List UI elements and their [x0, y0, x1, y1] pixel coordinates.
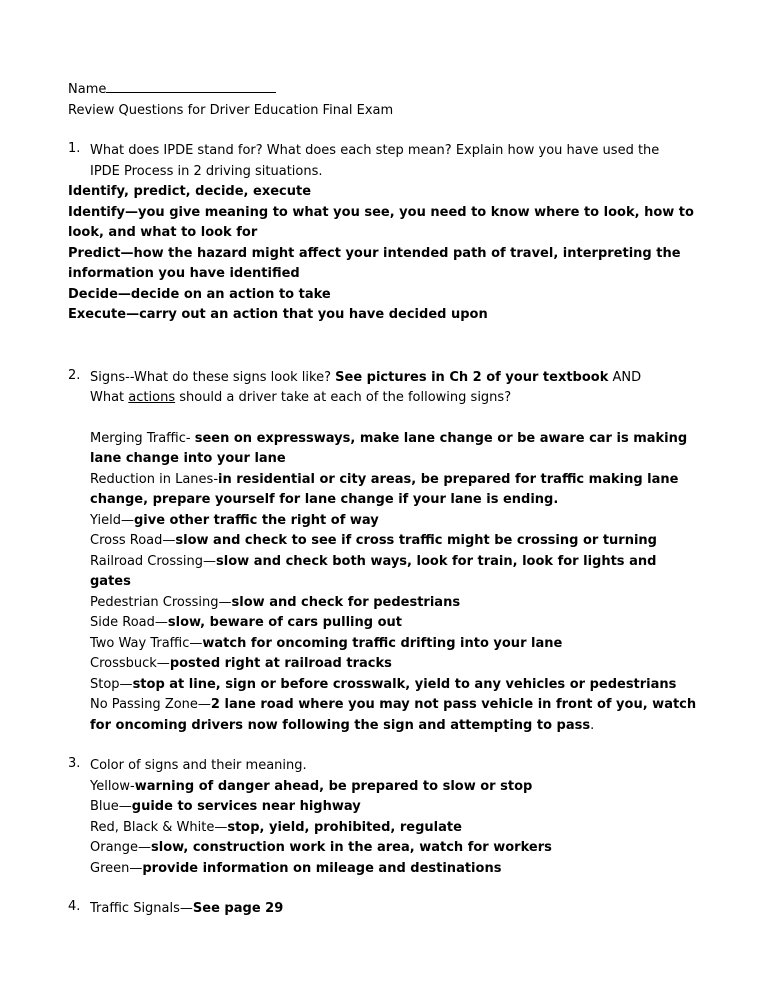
- sign-item: Railroad Crossing—slow and check both ways, look for train, look for lights and: [90, 553, 657, 569]
- question-3: [68, 756, 708, 879]
- document-page: [68, 78, 708, 920]
- question-number: 3.: [68, 756, 81, 771]
- question-text: What actions should a driver take at each of the following signs?: [90, 390, 512, 405]
- question-2: [68, 368, 708, 737]
- answer-line: Identify—you give meaning to what you see, you need to know where to look, how to: [68, 204, 694, 220]
- sign-item: Cross Road—slow and check to see if cross traffic might be crossing or turning: [90, 533, 657, 548]
- answer-line: information you have identified: [68, 266, 300, 281]
- question-1: [68, 141, 708, 182]
- colors-list: [90, 777, 708, 880]
- color-item: Blue—guide to services near highway: [90, 799, 361, 814]
- question-number: 1.: [68, 141, 81, 156]
- sign-item: Two Way Traffic—watch for oncoming traffic drifting into your lane: [90, 635, 563, 651]
- name-blank: [106, 78, 276, 93]
- sign-item: Crossbuck—posted right at railroad tracks: [90, 656, 392, 671]
- color-item: Red, Black & White—stop, yield, prohibited, regulate: [90, 819, 462, 835]
- answer-line: Predict—how the hazard might affect your intended path of travel, interpreting the: [68, 245, 681, 261]
- sign-item: Yield—give other traffic the right of way: [90, 512, 379, 528]
- answer-line: Decide—decide on an action to take: [68, 286, 331, 302]
- answer-line: look, and what to look for: [68, 225, 258, 240]
- sign-item-cont: for oncoming drivers now following the sign and attempting to pass.: [90, 717, 595, 733]
- color-item: Orange—slow, construction work in the area, watch for workers: [90, 840, 552, 855]
- sign-item-cont: lane change into your lane: [90, 451, 286, 466]
- question-4: [68, 899, 708, 920]
- color-item: Green—provide information on mileage and destinations: [90, 860, 502, 876]
- question-text: Signs--What do these signs look like? See pictures in Ch 2 of your textbook AND: [90, 369, 642, 385]
- sign-item: Stop—stop at line, sign or before crosswalk, yield to any vehicles or pedestrians: [90, 676, 677, 692]
- question-text: What does IPDE stand for? What does each step mean? Explain how you have used the: [90, 143, 660, 158]
- sign-item: Side Road—slow, beware of cars pulling out: [90, 615, 402, 630]
- question-text: Traffic Signals—See page 29: [90, 901, 284, 916]
- name-label: Name: [68, 82, 107, 97]
- signs-list: [90, 429, 708, 737]
- question-number: 2.: [68, 367, 81, 383]
- answer-line: Execute—carry out an action that you have decided upon: [68, 307, 488, 322]
- document-title: Review Questions for Driver Education Final Exam: [68, 102, 394, 118]
- sign-item: Pedestrian Crossing—slow and check for pedestrians: [90, 594, 461, 610]
- sign-item: Reduction in Lanes-in residential or city areas, be prepared for traffic making lane: [90, 471, 679, 487]
- answer-1: [68, 182, 708, 326]
- question-text: IPDE Process in 2 driving situations.: [90, 163, 323, 179]
- sign-item-cont: gates: [90, 574, 131, 589]
- question-text: Color of signs and their meaning.: [90, 758, 307, 773]
- question-number: 4.: [68, 899, 81, 914]
- sign-item: No Passing Zone—2 lane road where you may not pass vehicle in front of you, watch: [90, 697, 697, 712]
- color-item: Yellow-warning of danger ahead, be prepared to slow or stop: [90, 778, 533, 794]
- sign-item-cont: change, prepare yourself for lane change if your lane is ending.: [90, 492, 559, 507]
- answer-line: Identify, predict, decide, execute: [68, 184, 312, 199]
- sign-item: Merging Traffic- seen on expressways, make lane change or be aware car is making: [90, 430, 688, 446]
- name-line: [68, 78, 708, 101]
